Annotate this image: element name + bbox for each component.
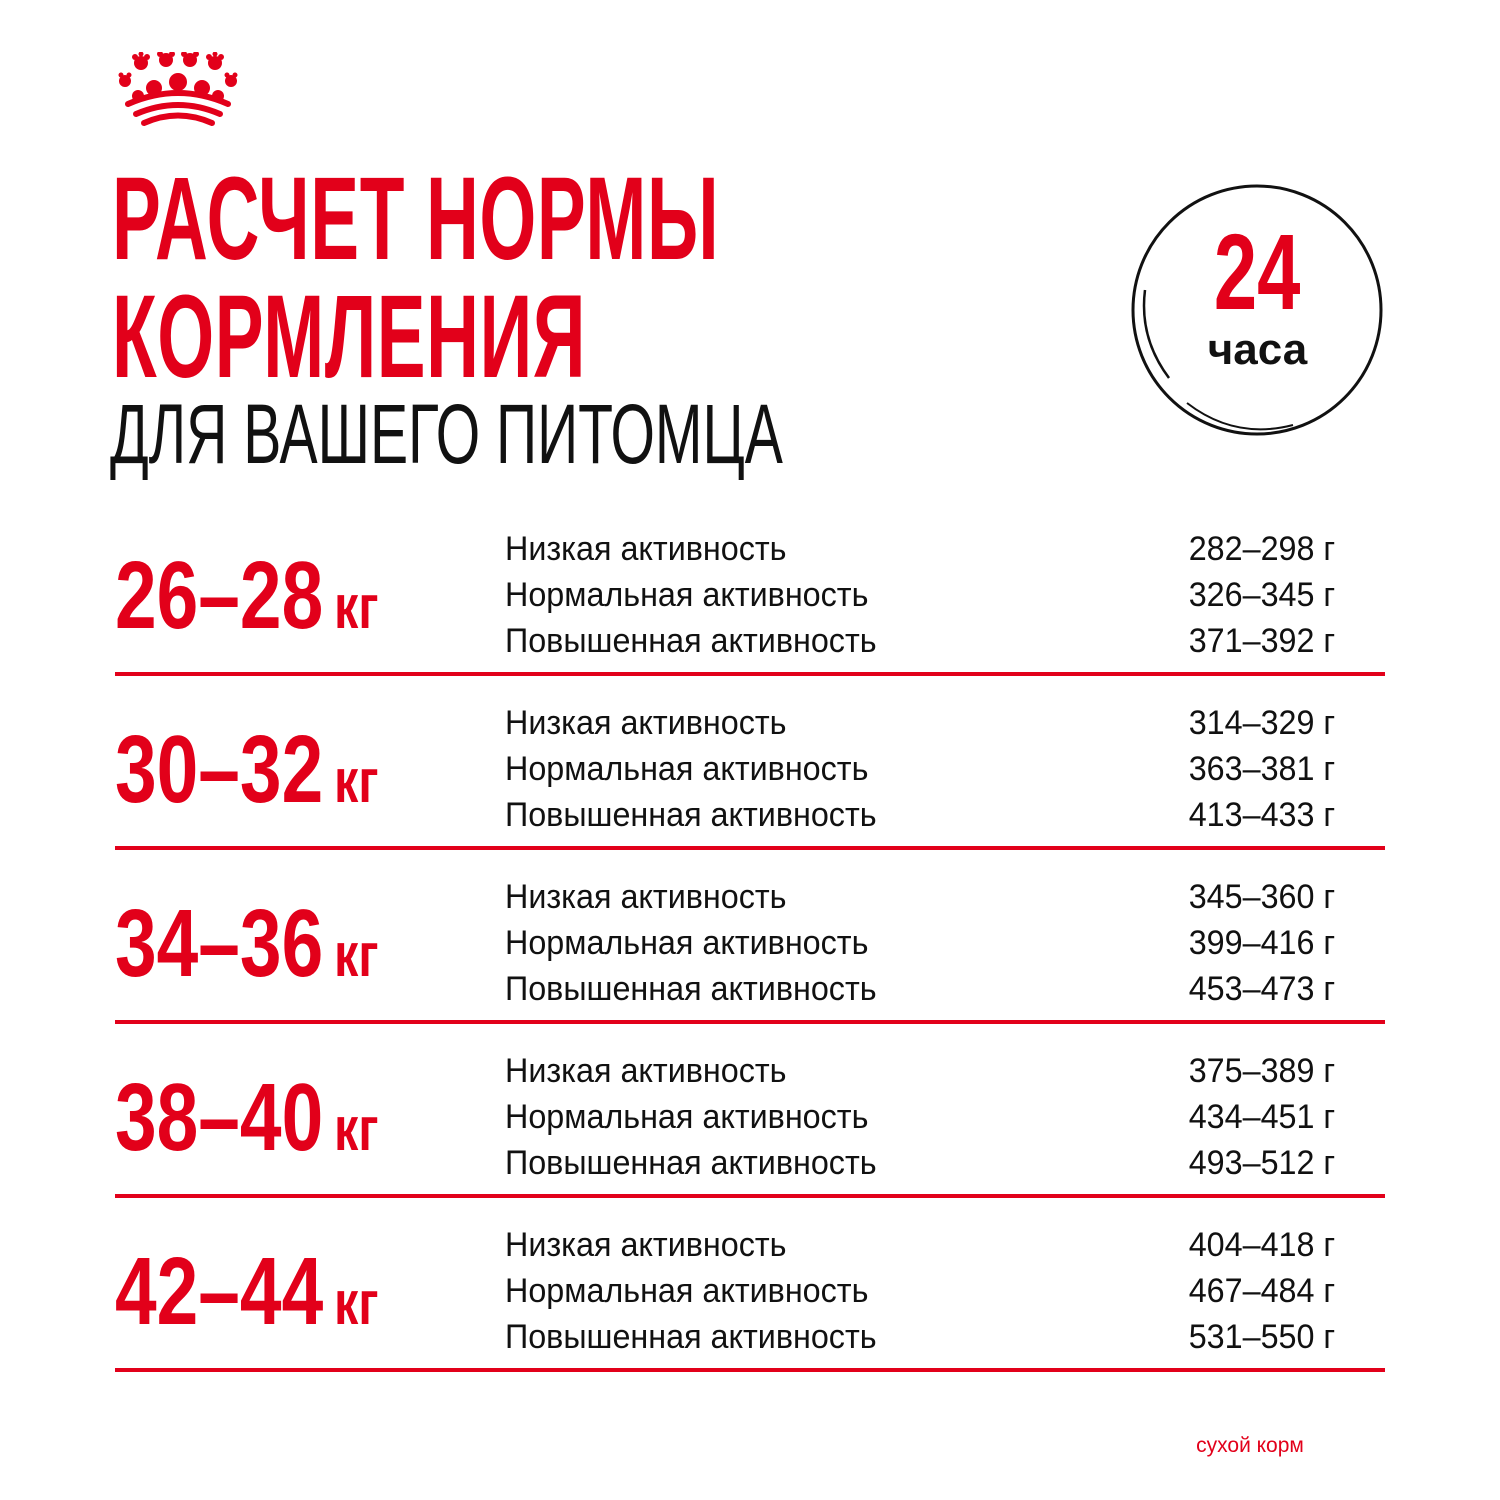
footnote: сухой корм xyxy=(1196,1434,1304,1457)
activity-label: Повышенная активность xyxy=(505,1144,877,1182)
group-divider xyxy=(115,1368,1385,1372)
badge-number: 24 xyxy=(1214,211,1301,332)
portion-amount: 453–473 г xyxy=(1188,970,1335,1008)
activity-row xyxy=(505,920,1335,966)
activity-row xyxy=(505,1268,1335,1314)
portion-amount: 375–389 г xyxy=(1188,1052,1335,1090)
activity-label: Низкая активность xyxy=(505,530,787,568)
weight-value: 38–40 xyxy=(115,1064,324,1171)
title-line-1: РАСЧЕТ НОРМЫ xyxy=(112,153,720,285)
weight-range xyxy=(115,542,379,649)
page-subtitle: ДЛЯ ВАШЕГО ПИТОМЦА xyxy=(110,387,783,481)
activity-row xyxy=(505,1222,1335,1268)
weight-range xyxy=(115,716,379,823)
weight-group xyxy=(115,674,1385,848)
activity-label: Нормальная активность xyxy=(505,924,869,962)
activity-row xyxy=(505,1140,1335,1186)
weight-unit: кг xyxy=(334,1269,379,1338)
weight-range xyxy=(115,890,379,997)
weight-unit: кг xyxy=(334,747,379,816)
weight-group xyxy=(115,848,1385,1022)
activity-label: Повышенная активность xyxy=(505,622,877,660)
activity-label: Повышенная активность xyxy=(505,1318,877,1356)
activity-label: Повышенная активность xyxy=(505,796,877,834)
portion-amount: 467–484 г xyxy=(1188,1272,1335,1310)
weight-group xyxy=(115,1196,1385,1370)
portion-amount: 404–418 г xyxy=(1188,1226,1335,1264)
activity-label: Нормальная активность xyxy=(505,576,869,614)
weight-value: 42–44 xyxy=(115,1238,324,1345)
portion-amount: 326–345 г xyxy=(1188,576,1335,614)
activity-row xyxy=(505,618,1335,664)
portion-amount: 282–298 г xyxy=(1188,530,1335,568)
weight-unit: кг xyxy=(334,1095,379,1164)
activity-label: Низкая активность xyxy=(505,1226,787,1264)
title-line-2: КОРМЛЕНИЯ xyxy=(112,271,587,403)
weight-group xyxy=(115,500,1385,674)
activity-label: Повышенная активность xyxy=(505,970,877,1008)
badge-unit: часа xyxy=(1207,325,1308,374)
activity-label: Нормальная активность xyxy=(505,1272,869,1310)
weight-value: 30–32 xyxy=(115,716,324,823)
activity-row xyxy=(505,746,1335,792)
activity-label: Нормальная активность xyxy=(505,1098,869,1136)
weight-group xyxy=(115,1022,1385,1196)
activity-label: Низкая активность xyxy=(505,1052,787,1090)
weight-value: 26–28 xyxy=(115,542,324,649)
portion-amount: 531–550 г xyxy=(1188,1318,1335,1356)
portion-amount: 399–416 г xyxy=(1188,924,1335,962)
weight-range xyxy=(115,1238,379,1345)
activity-row xyxy=(505,966,1335,1012)
crown-icon xyxy=(118,52,248,132)
activity-label: Низкая активность xyxy=(505,704,787,742)
portion-amount: 493–512 г xyxy=(1188,1144,1335,1182)
activity-row xyxy=(505,1314,1335,1360)
activity-row xyxy=(505,874,1335,920)
weight-unit: кг xyxy=(334,573,379,642)
activity-label: Низкая активность xyxy=(505,878,787,916)
activity-row xyxy=(505,1048,1335,1094)
portion-amount: 413–433 г xyxy=(1188,796,1335,834)
activity-row xyxy=(505,1094,1335,1140)
activity-row xyxy=(505,792,1335,838)
activity-row xyxy=(505,700,1335,746)
portion-amount: 371–392 г xyxy=(1188,622,1335,660)
weight-value: 34–36 xyxy=(115,890,324,997)
weight-range xyxy=(115,1064,379,1171)
portion-amount: 345–360 г xyxy=(1188,878,1335,916)
portion-amount: 363–381 г xyxy=(1188,750,1335,788)
duration-badge xyxy=(1125,178,1390,443)
activity-row xyxy=(505,572,1335,618)
portion-amount: 314–329 г xyxy=(1188,704,1335,742)
activity-row xyxy=(505,526,1335,572)
activity-label: Нормальная активность xyxy=(505,750,869,788)
page-title xyxy=(112,153,720,403)
portion-amount: 434–451 г xyxy=(1188,1098,1335,1136)
weight-unit: кг xyxy=(334,921,379,990)
